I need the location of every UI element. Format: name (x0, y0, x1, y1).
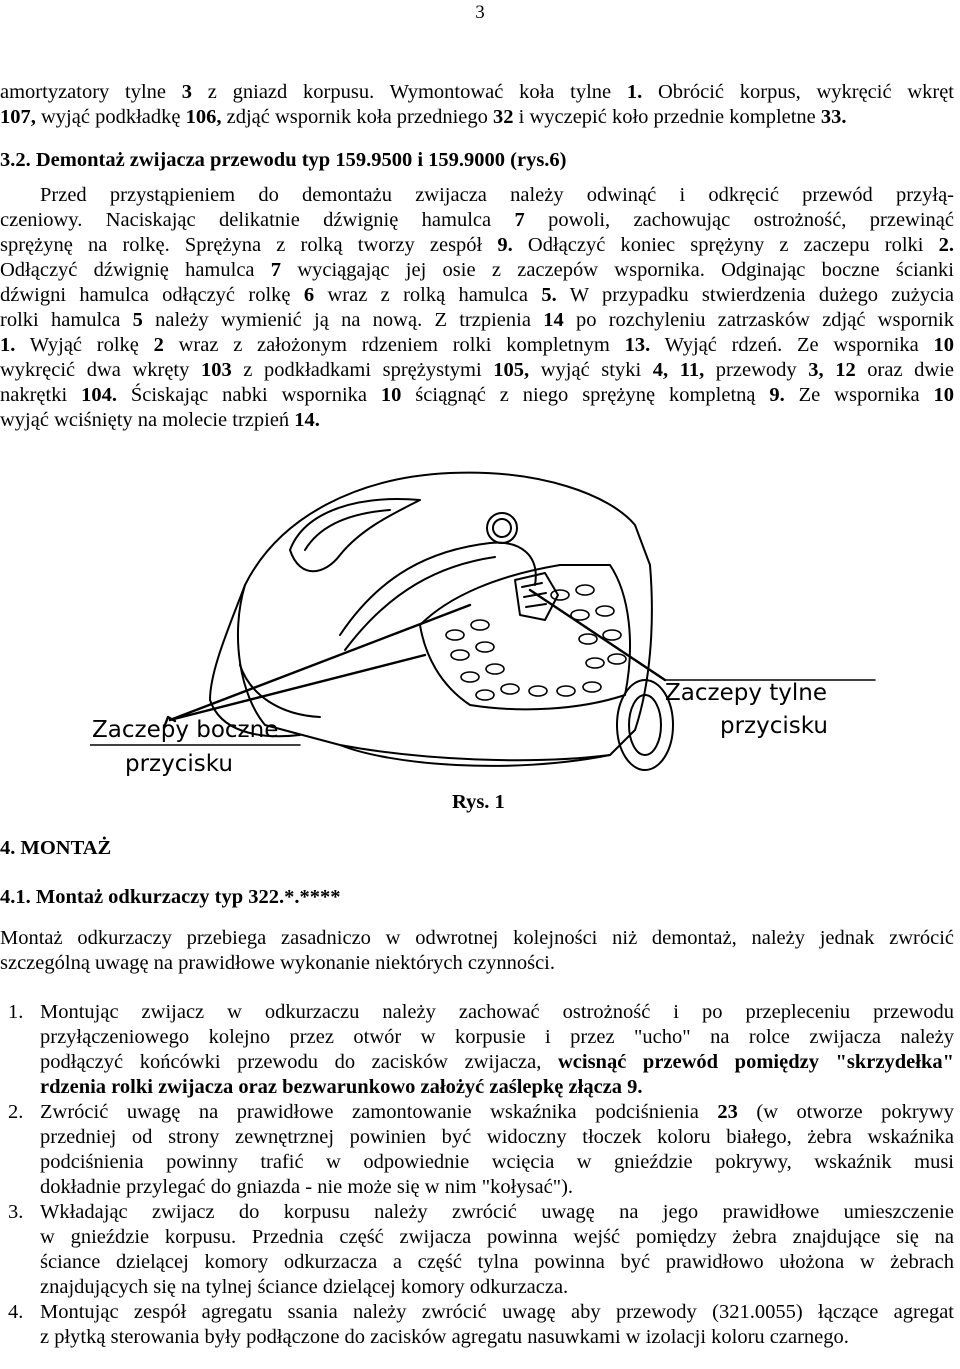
list-item (0, 1100, 954, 1200)
list-item (0, 1000, 954, 1100)
section-4-1-heading: 4.1. Montaż odkurzaczy typ 322.*.**** (0, 886, 341, 908)
text-line: w gnieździe korpusu. Przednia część zwijacza powinna wejść pomiędzy żebra znajdujące się na (40, 1226, 954, 1248)
label-side-latches-line1: Zaczepy boczne (92, 717, 279, 743)
list-item-number: 1. (8, 1001, 24, 1023)
text-line: 107, wyjąć podkładkę 106, zdjąć wspornik koła przedniego 32 i wyczepić koło przednie kompletne 33. (0, 106, 847, 128)
text-line: Montaż odkurzaczy przebiega zasadniczo w odwrotnej kolejności niż demontaż, należy jednak zwrócić (0, 927, 954, 949)
list-item (0, 1300, 954, 1350)
label-rear-latches-line1: Zaczepy tylne (665, 680, 827, 706)
list-item-number: 2. (8, 1101, 24, 1123)
text-line: amortyzatory tylne 3 z gniazd korpusu. Wymontować koła tylne 1. Obrócić korpus, wykręcić wkręt (0, 81, 954, 103)
assembly-steps-list (0, 1000, 954, 1350)
text-line: czeniowy. Naciskając delikatnie dźwignię hamulca 7 powoli, zachowując ostrożność, przewinąć (0, 209, 954, 231)
text-line: dźwigni hamulca odłączyć rolkę 6 wraz z rolką hamulca 5. W przypadku stwierdzenia dużego zużycia (0, 284, 954, 306)
text-line: Zwrócić uwagę na prawidłowe zamontowanie wskaźnika podciśnienia 23 (w otworze pokrywy (40, 1101, 954, 1123)
section-3-2-paragraph (0, 183, 954, 433)
text-line: dokładnie przylegać do gniazda - nie może się w nim "kołysać"). (40, 1176, 574, 1198)
text-line: przedniej od strony zewnętrznej powinien być widoczny tłoczek koloru białego, żebra wskaźnika (40, 1126, 954, 1148)
text-line: wyjąć wciśnięty na molecie trzpień 14. (0, 409, 320, 431)
text-line: wykręcić dwa wkręty 103 z podkładkami sprężystymi 105, wyjąć styki 4, 11, przewody 3, 12 oraz dwie (0, 359, 955, 381)
text-line: podłączyć końcówki przewodu do zacisków zwijacza, wcisnąć przewód pomiędzy "skrzydełka" (40, 1051, 954, 1073)
vacuum-cleaner-drawing (90, 455, 880, 780)
text-line: z płytką sterowania były podłączone do zacisków agregatu nasuwkami w izolacji koloru czarnego. (40, 1326, 849, 1348)
text-line: rdzenia rolki zwijacza oraz bezwarunkowo założyć zaślepkę złącza 9. (40, 1076, 643, 1098)
label-rear-latches-line2: przycisku (720, 713, 828, 739)
text-line: znajdujących się na tylnej ściance dzielącej komory odkurzacza. (40, 1276, 569, 1298)
text-line: Montując zwijacz w odkurzaczu należy zachować ostrożność i po przepleceniu przewodu (40, 1001, 954, 1023)
text-line: Montując zespół agregatu ssania należy zwrócić uwagę aby przewody (321.0055) łączące agregat (40, 1301, 954, 1323)
text-line: sprężynę na rolkę. Sprężyna z rolką tworzy zespół 9. Odłączyć koniec sprężyny z zaczepu rolki 2. (0, 234, 954, 256)
intro-paragraph (0, 80, 954, 130)
list-item (0, 1200, 954, 1300)
text-line: Wkładając zwijacz do korpusu należy zwrócić uwagę na jego prawidłowe umieszczenie (40, 1201, 954, 1223)
text-line: podciśnienia powinny trafić w odpowiednie wcięcia w gnieździe pokrywy, wskaźnik musi (40, 1151, 954, 1173)
text-line: szczególną uwagę na prawidłowe wykonanie niektórych czynności. (0, 952, 556, 974)
page-number: 3 (475, 2, 485, 23)
list-item-number: 4. (8, 1301, 24, 1323)
text-line: rolki hamulca 5 należy wymienić ją na nową. Z trzpienia 14 po rozchyleniu zatrzasków zdjąć wspornik (0, 309, 954, 331)
text-line: ściance dzielącej komory odkurzacza a część tylna powinna być prawidłowo ułożona w żebrach (40, 1251, 954, 1273)
text-line: przyłączeniowego kolejno przez otwór w korpusie i przez "ucho" na rolce zwijacza należy (40, 1026, 954, 1048)
text-line: 1. Wyjąć rolkę 2 wraz z założonym rdzeniem rolki kompletnym 13. Wyjąć rdzeń. Ze wspornika 10 (0, 334, 954, 356)
section-3-2-heading: 3.2. Demontaż zwijacza przewodu typ 159.9500 i 159.9000 (rys.6) (0, 149, 567, 171)
section-4-heading: 4. MONTAŻ (0, 837, 112, 859)
section-4-1-paragraph (0, 926, 954, 976)
text-line: Przed przystąpieniem do demontażu zwijacza należy odwinąć i odkręcić przewód przyłą- (40, 184, 954, 206)
figure-caption: Rys. 1 (452, 791, 505, 813)
text-line: Odłączyć dźwignię hamulca 7 wyciągając jej osie z zaczepów wspornika. Odginając boczne ścianki (0, 259, 954, 281)
text-line: nakrętki 104. Ściskając nabki wspornika 10 ściągnąć z niego sprężynę kompletną 9. Ze wspornika 10 (0, 384, 954, 406)
list-item-number: 3. (8, 1201, 24, 1223)
label-side-latches-line2: przycisku (125, 751, 233, 777)
